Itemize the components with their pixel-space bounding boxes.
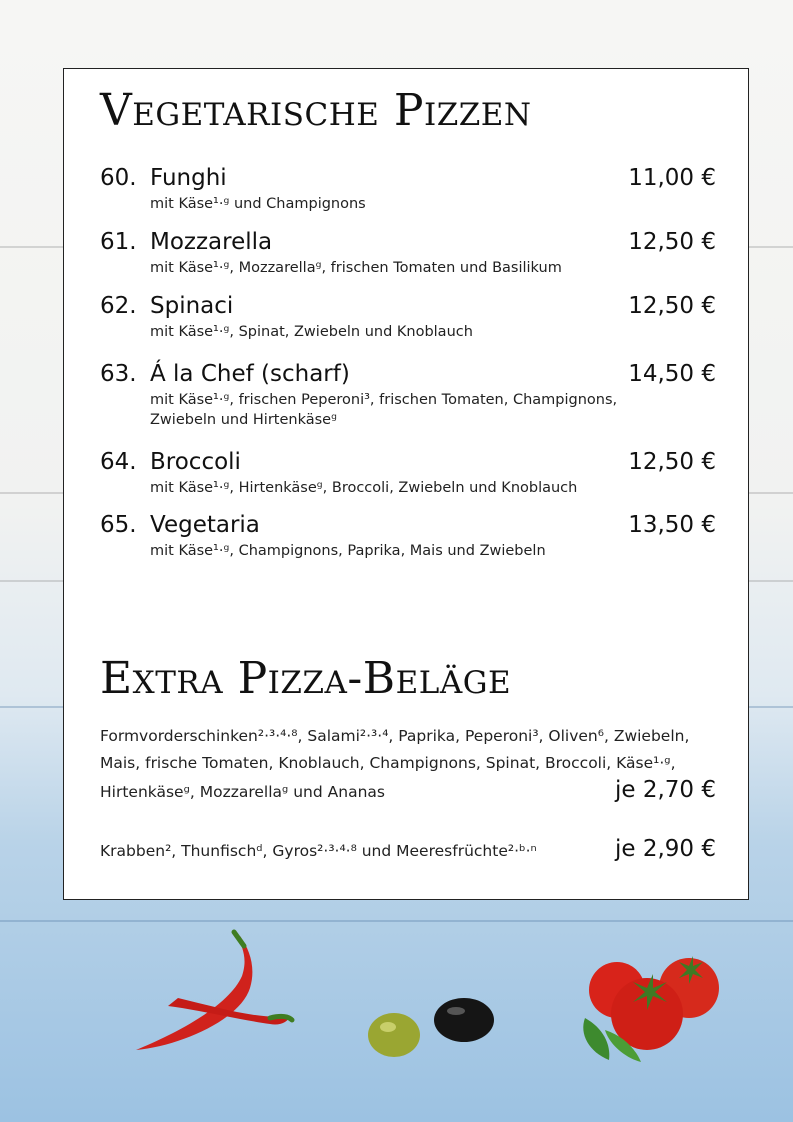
extras-line: Krabben², Thunfischᵈ, Gyros²·³·⁴·⁸ und Meeresfrüchte²·ᵇ·ⁿ (100, 842, 537, 860)
item-description: mit Käse¹·ᵍ, frischen Peperoni³, frischen Tomaten, Champignons, Zwiebeln und Hirtenkäseᵍ (150, 392, 618, 428)
item-number: 64. (100, 449, 137, 475)
extras-block (100, 723, 716, 865)
item-number: 60. (100, 165, 137, 191)
item-price: 12,50 € (628, 449, 716, 475)
extras-line: Formvorderschinken²·³·⁴·⁸, Salami²·³·⁴, Paprika, Peperoni³, Oliven⁶, Zwiebeln, (100, 727, 690, 745)
menu-item (100, 512, 716, 561)
item-name: Broccoli (150, 449, 241, 475)
menu-card (63, 68, 749, 900)
item-description: mit Käse¹·ᵍ, Spinat, Zwiebeln und Knoblauch (150, 324, 473, 340)
menu-item (100, 449, 716, 498)
item-description: mit Käse¹·ᵍ und Champignons (150, 196, 366, 212)
item-number: 61. (100, 229, 137, 255)
tomatoes-basil-icon (575, 948, 725, 1068)
extras-price: je 2,70 € (614, 777, 716, 803)
menu-item (100, 165, 716, 214)
item-name: Á la Chef (scharf) (150, 361, 350, 387)
section-title-vegetarian: Vegetarische Pizzen (100, 85, 532, 136)
menu-item (100, 229, 716, 278)
olives-icon (364, 995, 504, 1065)
item-number: 63. (100, 361, 137, 387)
wood-plank-line (0, 920, 793, 922)
extras-price: je 2,90 € (614, 836, 716, 862)
item-name: Spinaci (150, 293, 234, 319)
menu-item (100, 361, 716, 430)
item-price: 11,00 € (628, 165, 716, 191)
item-number: 65. (100, 512, 137, 538)
item-description: mit Käse¹·ᵍ, Champignons, Paprika, Mais und Zwiebeln (150, 543, 546, 559)
item-price: 12,50 € (628, 229, 716, 255)
chili-pepper-icon (130, 928, 300, 1058)
item-name: Vegetaria (150, 512, 260, 538)
extras-line: Hirtenkäseᵍ, Mozzarellaᵍ und Ananas (100, 783, 385, 801)
extras-line: Mais, frische Tomaten, Knoblauch, Champignons, Spinat, Broccoli, Käse¹·ᵍ, (100, 754, 676, 772)
item-name: Mozzarella (150, 229, 273, 255)
item-name: Funghi (150, 165, 227, 191)
item-price: 12,50 € (628, 293, 716, 319)
item-price: 14,50 € (628, 361, 716, 387)
item-description: mit Käse¹·ᵍ, Hirtenkäseᵍ, Broccoli, Zwiebeln und Knoblauch (150, 480, 578, 496)
item-number: 62. (100, 293, 137, 319)
item-price: 13,50 € (628, 512, 716, 538)
section-title-extras: Extra Pizza-Beläge (100, 653, 512, 704)
menu-item (100, 293, 716, 342)
item-description: mit Käse¹·ᵍ, Mozzarellaᵍ, frischen Tomaten und Basilikum (150, 260, 562, 276)
